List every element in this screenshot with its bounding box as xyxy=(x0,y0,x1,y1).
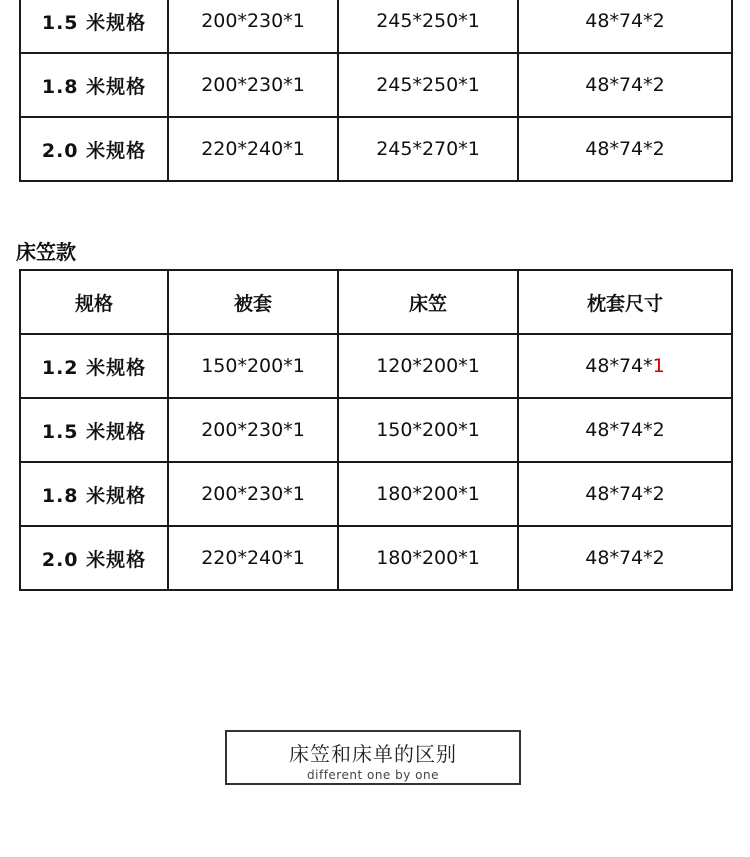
table-row xyxy=(20,398,732,462)
pillowcase-cell: 48*74*2 xyxy=(518,462,732,526)
size-cell: 2.0 米规格 xyxy=(20,526,168,590)
table-row xyxy=(20,53,732,117)
fitted-sheet-cell: 120*200*1 xyxy=(338,334,518,398)
header-size: 规格 xyxy=(20,270,168,334)
table-header-row xyxy=(20,270,732,334)
sheet-cell: 245*250*1 xyxy=(338,53,518,117)
table-row xyxy=(20,334,732,398)
duvet-cover-cell: 200*230*1 xyxy=(168,462,338,526)
table-row xyxy=(20,0,732,53)
pillowcase-cell: 48*74*2 xyxy=(518,398,732,462)
pillowcase-count-highlight: 1 xyxy=(652,355,665,377)
section-title: 床笠款 xyxy=(16,240,76,264)
fitted-sheet-cell: 150*200*1 xyxy=(338,398,518,462)
size-cell: 2.0 米规格 xyxy=(20,117,168,181)
pillowcase-cell: 48*74*2 xyxy=(518,0,732,53)
pillowcase-cell: 48*74*2 xyxy=(518,53,732,117)
banner-subtitle: different one by one xyxy=(307,768,439,782)
header-pillowcase-size: 枕套尺寸 xyxy=(518,270,732,334)
table-row xyxy=(20,462,732,526)
banner-title: 床笠和床单的区别 xyxy=(289,742,457,766)
sheet-cell: 245*250*1 xyxy=(338,0,518,53)
duvet-cover-cell: 200*230*1 xyxy=(168,0,338,53)
pillowcase-value: 48*74* xyxy=(585,355,653,377)
pillowcase-cell: 48*74*2 xyxy=(518,117,732,181)
size-cell: 1.5 米规格 xyxy=(20,398,168,462)
size-cell: 1.5 米规格 xyxy=(20,0,168,53)
sheet-cell: 245*270*1 xyxy=(338,117,518,181)
duvet-cover-cell: 200*230*1 xyxy=(168,53,338,117)
flat-sheet-spec-table xyxy=(19,0,733,182)
duvet-cover-cell: 220*240*1 xyxy=(168,526,338,590)
pillowcase-cell xyxy=(518,334,732,398)
size-cell: 1.8 米规格 xyxy=(20,53,168,117)
duvet-cover-cell: 200*230*1 xyxy=(168,398,338,462)
fitted-sheet-cell: 180*200*1 xyxy=(338,462,518,526)
size-cell: 1.8 米规格 xyxy=(20,462,168,526)
fitted-sheet-cell: 180*200*1 xyxy=(338,526,518,590)
pillowcase-cell: 48*74*2 xyxy=(518,526,732,590)
fitted-sheet-spec-table xyxy=(19,269,733,591)
duvet-cover-cell: 150*200*1 xyxy=(168,334,338,398)
section-banner xyxy=(225,730,521,785)
duvet-cover-cell: 220*240*1 xyxy=(168,117,338,181)
table-row xyxy=(20,526,732,590)
size-cell: 1.2 米规格 xyxy=(20,334,168,398)
header-fitted-sheet: 床笠 xyxy=(338,270,518,334)
header-duvet-cover: 被套 xyxy=(168,270,338,334)
table-row xyxy=(20,117,732,181)
